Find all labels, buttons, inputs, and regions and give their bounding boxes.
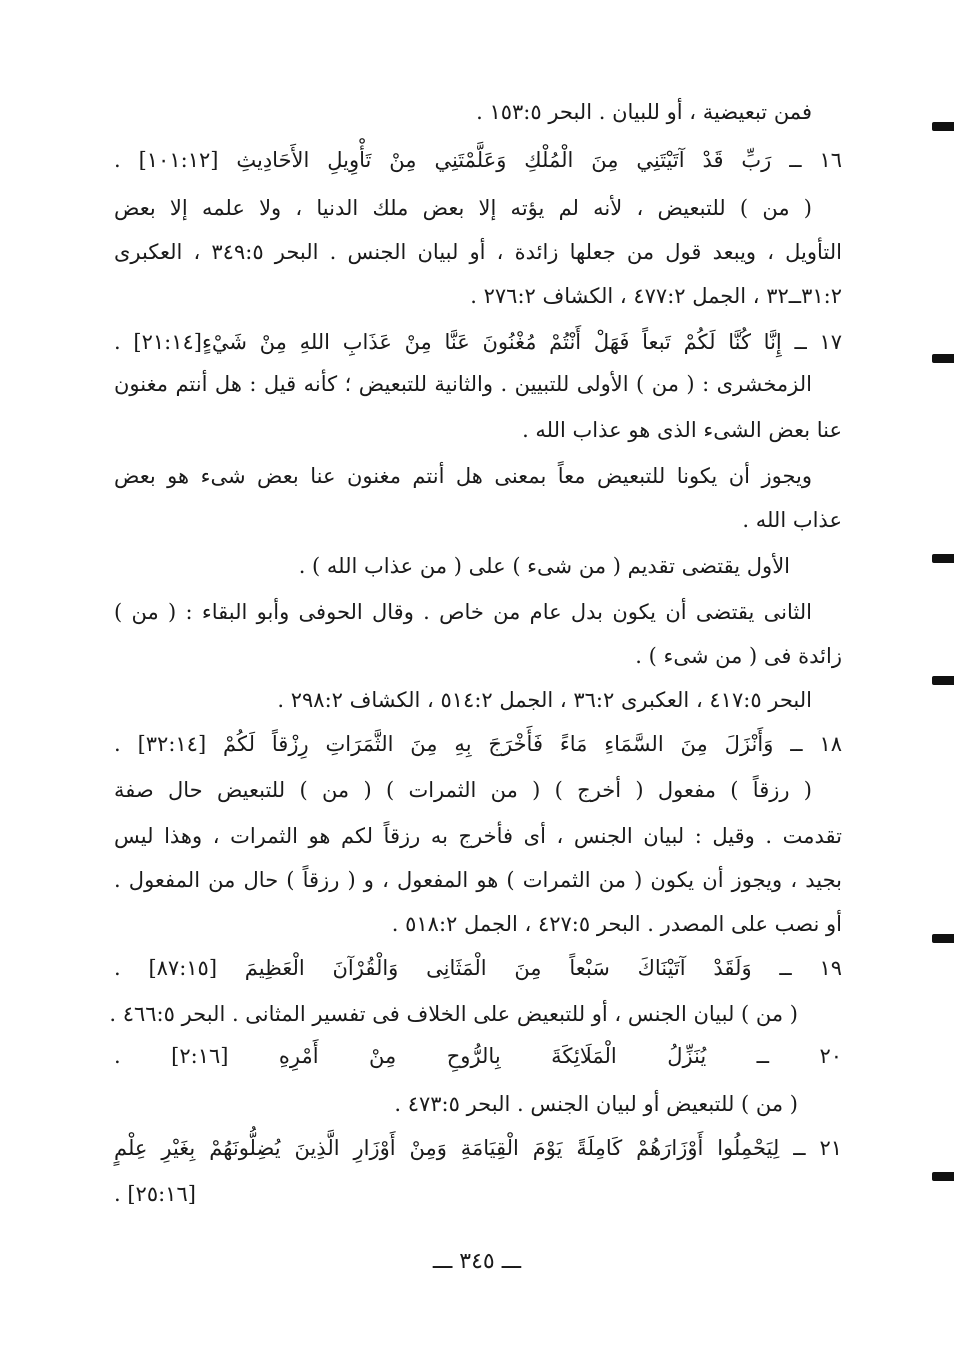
text-line: زائدة فى ( من شىء ) . bbox=[635, 644, 842, 668]
text-line: تقدمت . وقيل : لبيان الجنس ، أى فأخرج به رزقاً لكم هو الثمرات ، وهذا ليس bbox=[114, 824, 842, 848]
text-line: عذاب الله . bbox=[742, 508, 842, 532]
text-line: بجيد ، ويجوز أن يكون ( من الثمرات ) هو المفعول ، و ( رزقاً ) حال من المفعول . bbox=[114, 868, 842, 892]
text-line: ( من ) للتبعيض أو لبيان الجنس . البحر ٤٧٣:٥ . bbox=[394, 1092, 798, 1116]
verse-line: ١٦ ــ رَبِّ قَدْ آتَيْتَنِي مِنَ الْمُلْكِ وَعَلَّمْتَنِي مِنْ تَأْوِيلِ الأَحَادِيثِ [١٠١:١٢] . bbox=[114, 148, 843, 172]
text-line: فمن تبعيضية ، أو للبيان . البحر ١٥٣:٥ . bbox=[476, 100, 812, 124]
text-line: ٣١:٢ــ٣٢ ، الجمل ٤٧٧:٢ ، الكشاف ٢٧٦:٢ . bbox=[470, 284, 842, 308]
page-number: ـــ ٣٤٥ ـــ bbox=[432, 1249, 522, 1274]
text-line: التأويل ، ويبعد قول من جعلها زائدة ، أو لبيان الجنس . البحر ٣٤٩:٥ ، العكبرى bbox=[114, 240, 842, 264]
verse-line: ٢٠ ــ يُنَزِّلُ الْمَلَائِكَةَ بِالرُّوحِ مِنْ أَمْرِهِ [٢:١٦] . bbox=[114, 1044, 843, 1068]
edge-mark bbox=[932, 354, 954, 363]
text-line: . [٢٥:١٦] bbox=[114, 1182, 196, 1206]
verse-line: ٢١ ــ لِيَحْمِلُوا أَوْزَارَهُمْ كَامِلَةً يَوْمَ الْقِيَامَةِ وَمِنْ أَوْزَارِ الَّذِينَ يُضِلُّونَهُمْ بِغَيْرِ عِلْمٍ bbox=[114, 1136, 842, 1160]
text-line: عنا بعض الشىء الذى هو عذاب الله . bbox=[522, 418, 842, 442]
edge-mark bbox=[932, 1172, 954, 1181]
text-line: ( رزقاً ) مفعول ( أخرج ) ( من الثمرات ) ( من ) للتبعيض حال صفة bbox=[114, 778, 812, 802]
text-line: ( من ) لبيان الجنس ، أو للتبعيض على الخلاف فى تفسير المثانى . البحر ٤٦٦:٥ . bbox=[109, 1002, 798, 1026]
edge-mark bbox=[932, 122, 954, 131]
text-line: البحر ٤١٧:٥ ، العكبرى ٣٦:٢ ، الجمل ٥١٤:٢ ، الكشاف ٢٩٨:٢ . bbox=[277, 688, 812, 712]
edge-mark bbox=[932, 934, 954, 943]
text-line: الأول يقتضى تقديم ( من شىء ) على ( من عذاب الله ) . bbox=[298, 554, 790, 578]
verse-line: ١٧ ــ إِنَّا كُنَّا لَكُمْ تَبعاً فَهَلْ أَنْتُمْ مُغْنُونَ عَنَّا مِنْ عَذَابِ اللهِ مِنْ شَيْءٍ[٢١:١٤] . bbox=[114, 330, 843, 354]
text-line: ويجوز أن يكونا للتبعيض معاً بمعنى هل أنتم مغنون عنا بعض شىء هو بعض bbox=[114, 464, 813, 488]
text-line: الزمخشرى : ( من ) الأولى للتبيين . والثانية للتبعيض ؛ كأنه قيل : هل أنتم مغنون bbox=[114, 372, 812, 396]
verse-line: ١٩ ــ وَلَقَدْ آتَيْنَاكَ سَبْعاً مِنَ الْمَثَانِى وَالْقُرْآنَ الْعَظِيمَ [٨٧:١٥] . bbox=[114, 956, 842, 980]
edge-mark bbox=[932, 676, 954, 685]
text-line: ( من ) للتبعيض ، لأنه لم يؤته إلا بعض ملك الدنيا ، ولا علمه إلا بعض bbox=[114, 196, 812, 220]
verse-line: ١٨ ــ وَأَنْزَلَ مِنَ السَّمَاءِ مَاءً فَأَخْرَجَ بِهِ مِنَ الثَّمَرَاتِ رِزْقاً لَكُمْ [٣٢:١٤] . bbox=[114, 732, 842, 756]
text-line: أو نصب على المصدر . البحر ٤٢٧:٥ ، الجمل ٥١٨:٢ . bbox=[391, 912, 842, 936]
edge-mark bbox=[932, 554, 954, 563]
text-line: الثانى يقتضى أن يكون بدل عام من خاص . وقال الحوفى وأبو البقاء : ( من ) bbox=[114, 600, 812, 624]
